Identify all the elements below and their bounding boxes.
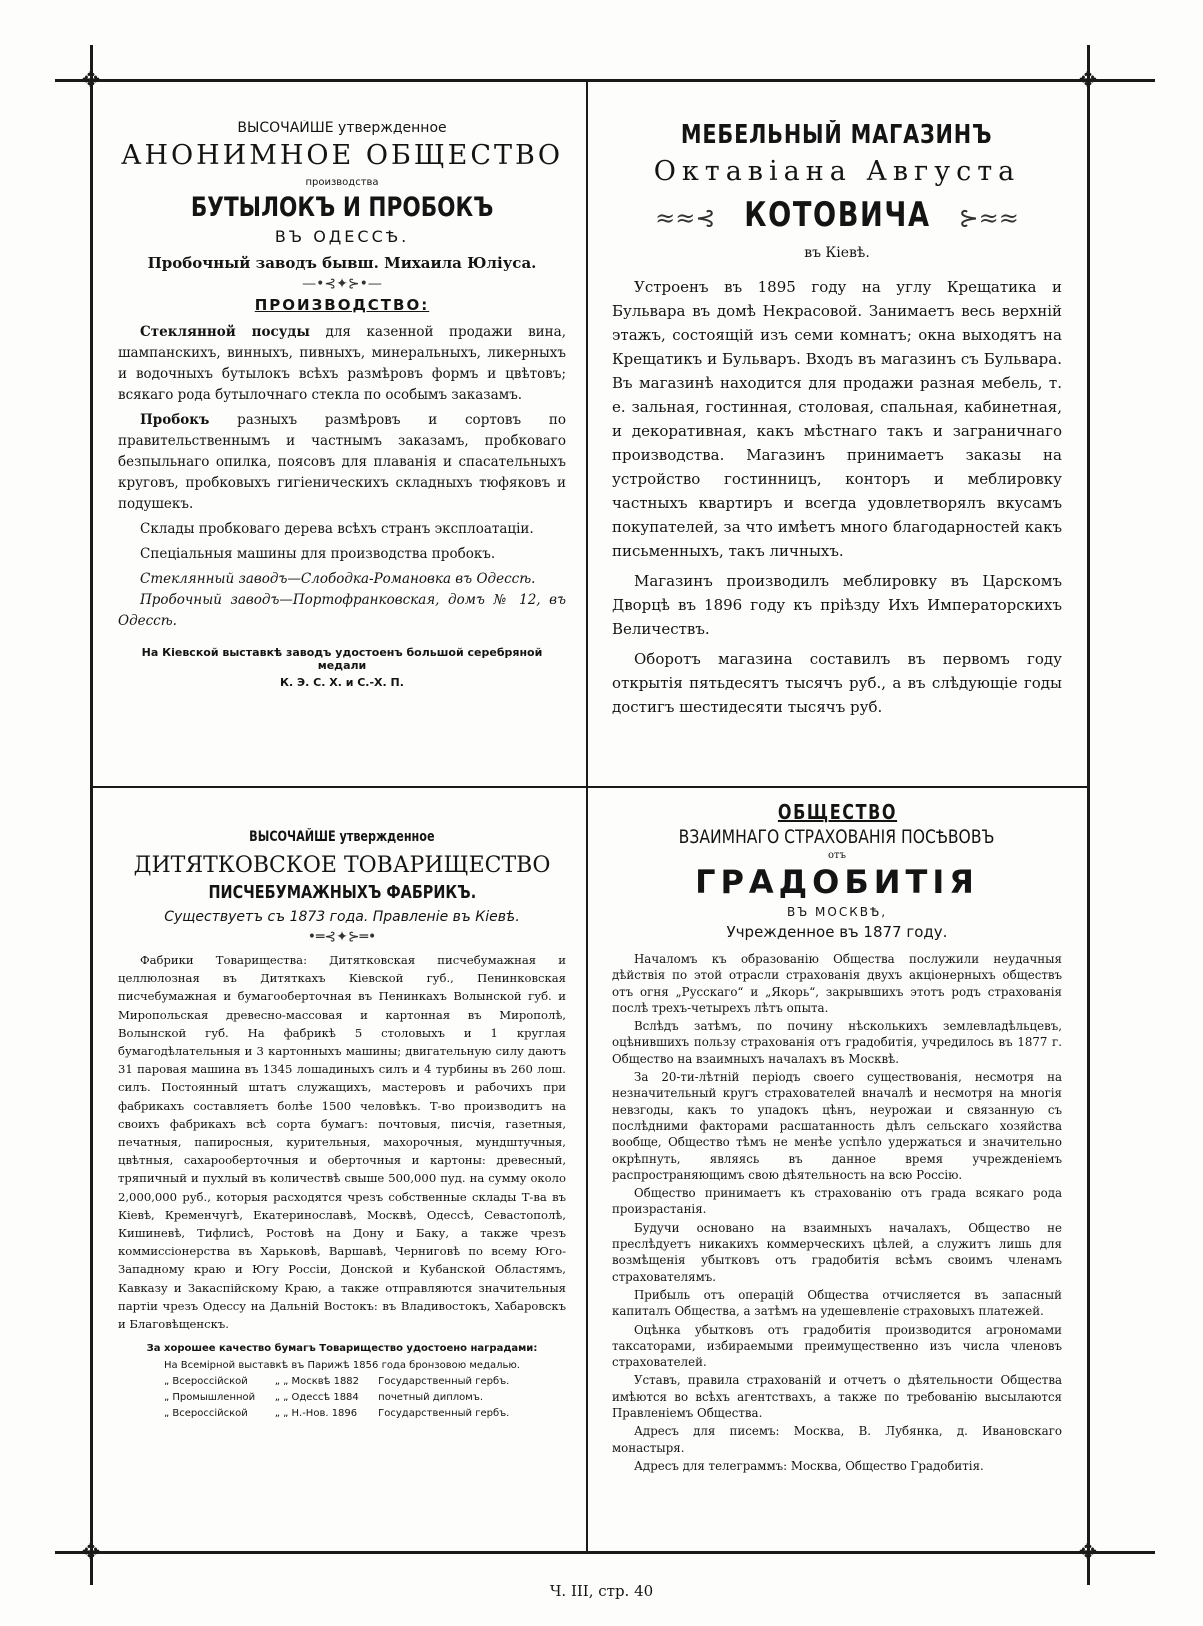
city-line: ВЪ ОДЕССѢ. (274, 227, 410, 246)
divider-ornament-icon: —•⊰✦⊱•— (302, 276, 382, 292)
lead-word: Пробокъ (140, 412, 210, 428)
corner-ornament-icon: ✥ (81, 1540, 101, 1565)
panel-bottles-corks-ad (118, 120, 566, 780)
paragraph: Общество принимаетъ къ страхованію отъ града всякаго рода произрастанія. (612, 1186, 1062, 1217)
table-row (158, 1390, 526, 1406)
paragraph: За 20-ти-лѣтній періодъ своего существованія, несмотря на незначительный кругъ страхователей вначалѣ и несмотря на многія невзгоды, какъ то упадокъ цѣнъ, неурожаи и связанную съ послѣдними факторами расшатанность дѣлъ сельскаго хозяйства вообще, Общество тѣмъ не менѣе успѣло удержаться и значительно окрѣпнуть, являясь въ данное время учрежденіемъ распространяющимъ свою дѣятельность на всю Россію. (612, 1070, 1062, 1182)
section-title: ПРОИЗВОДСТВО: (254, 296, 430, 314)
award-line: К. Э. С. Х. и С.-Х. П. (280, 676, 404, 689)
paragraph-text: для казенной продажи вина, шампанскихъ, винныхъ, пивныхъ, минеральныхъ, ликерныхъ и водочныхъ бутылокъ всѣхъ размѣровъ формъ и цвѣтовъ; всякаго рода бутылочнаго стекла по особымъ заказамъ. (118, 324, 566, 403)
table-cell: Государственный гербъ. (378, 1376, 510, 1388)
paragraph: Устроенъ въ 1895 году на углу Крещатика и Бульвара въ домѣ Некрасовой. Занимаетъ весь верхній этажъ, состоящій изъ семи комнатъ; окна выходятъ на Крещатикъ и Бульваръ. Входъ въ магазинъ съ Бульвара. Въ магазинѣ находится для продажи разная мебель, т. е. зальная, гостинная, столовая, спальная, кабинетная, и декоративная, какъ мѣстнаго такъ и заграничнаго производства. Магазинъ принимаетъ заказы на устройство гостинницъ, конторъ и меблировку частныхъ квартиръ и всегда удовлетворялъ вкусамъ покупателей, за что имѣетъ много благодарностей какъ письменныхъ, такъ личныхъ. (612, 278, 1062, 560)
cork-factory-address: Пробочный заводъ—Портофранковская, домъ № 12, въ Одессѣ. (118, 592, 566, 629)
table-cell: „ Всероссійской (163, 1376, 248, 1388)
table-cell: „ Промышленной (163, 1392, 256, 1404)
paragraph (118, 322, 566, 406)
owner-surname: КОТОВИЧА (743, 195, 931, 235)
frame-center-vertical-divider (586, 82, 588, 1551)
former-factory-line: Пробочный заводъ бывш. Михаила Юліуса. (147, 254, 537, 272)
table-cell: Государственный гербъ. (378, 1408, 510, 1420)
table-cell: почетный дипломъ. (378, 1392, 484, 1404)
frame-center-horizontal-divider (93, 786, 1087, 788)
company-title: ДИТЯТКОВСКОЕ ТОВАРИЩЕСТВО (133, 853, 551, 878)
city-line: въ Кіевѣ. (804, 245, 870, 261)
paragraph-text: разныхъ размѣровъ и сортовъ по правительственнымъ и частнымъ заказамъ, пробковаго безпыльнаго опилка, поясовъ для плаванія и спасательныхъ круговъ, пробковыхъ гигіеническихъ складныхъ тюфяковъ и подушекъ. (118, 412, 566, 512)
product-title: БУТЫЛОКЪ И ПРОБОКЪ (190, 192, 494, 223)
page-reference: Ч. III, стр. 40 (549, 1582, 654, 1600)
table-row (158, 1406, 526, 1422)
from-label: отъ (828, 850, 846, 861)
table-cell: „ „ Одессѣ 1884 (274, 1392, 359, 1404)
paragraph (118, 410, 566, 515)
panel-furniture-store-ad (612, 120, 1062, 780)
awards-title: За хорошее качество бумагъ Товарищество удостоено наградами: (146, 1343, 538, 1355)
society-title-3: ГРАДОБИТІЯ (695, 863, 979, 901)
paragraph: Прибыль отъ операцій Общества отчисляется въ запасный капиталъ Общества, а затѣмъ на удешевленіе страховыхъ платежей. (612, 1287, 1062, 1319)
corner-ornament-icon: ✥ (1078, 68, 1098, 93)
divider-ornament-icon: •═⊰✦⊱═• (307, 929, 377, 945)
paragraph: Будучи основано на взаимныхъ началахъ, Общество не преслѣдуетъ никакихъ коммерческихъ цѣлей, а служитъ лишь для возмѣщенія убытковъ отъ градобитія всѣмъ своимъ членамъ страхователямъ. (612, 1220, 1062, 1284)
table-cell: „ Всероссійской (163, 1408, 248, 1420)
founded-line: Существуетъ съ 1873 года. Правленіе въ Кіевѣ. (164, 909, 520, 925)
paragraph: Вслѣдъ затѣмъ, по почину нѣсколькихъ землевладѣльцевъ, оцѣнившихъ пользу страхованія отъ градобитія, учредилось въ 1877 г. Общество на взаимныхъ началахъ въ Москвѣ. (612, 1019, 1062, 1066)
paragraph: Фабрики Товарищества: Дитятковская писчебумажная и целлюлозная въ Дитяткахъ Кіевской губ., Пенинковская писчебумажная и бумагооберточная въ Пенинкахъ Волынской губ. и Миропольская древесно-массовая и картонная въ Мирополѣ, Волынской губ. На фабрикѣ 5 столовыхъ и 1 круглая бумагодѣлательныя и 3 картонныхъ машины; двигательную силу даютъ 31 паровая машина въ 1345 лошадиныхъ силъ и 4 турбины въ 260 лош. силъ. Постоянный штатъ служащихъ, мастеровъ и рабочихъ при фабрикахъ составляетъ болѣе 1500 человѣкъ. Т-во производитъ на своихъ фабрикахъ всѣ сорта бумагъ: почтовыя, писчія, газетныя, печатныя, папиросныя, курительныя, махорочныя, мундштучныя, цвѣтныя, сахарооберточныя и оберточныя и картоны: древесный, тряпичный и пухлый въ количествѣ свыше 500,000 пуд. на сумму около 2,000,000 руб., которыя расходятся чрезъ собственные склады Т-ва въ Кіевѣ, Кременчугѣ, Екатеринославѣ, Москвѣ, Одессѣ, Севастополѣ, Кишиневѣ, Тифлисѣ, Ростовѣ на Дону и Баку, а также чрезъ коммиссіонерства въ Харьковѣ, Варшавѣ, Черниговѣ по всему Юго-Западному краю и Югу Россіи, Донской и Кубанской Областямъ, Кавказу и Закаспійскому Краю, а также отправляются значительныя партіи чрезъ Одессу на Дальній Востокъ: въ Владивостокъ, Хабаровскъ и Благовѣщенскъ. (118, 953, 566, 1332)
society-title-2: ВЗАИМНАГО СТРАХОВАНІЯ ПОСѢВОВЪ (679, 826, 995, 848)
table-row (158, 1374, 526, 1390)
company-title: АНОНИМНОЕ ОБЩЕСТВО (121, 140, 563, 171)
glass-factory-address: Стеклянный заводъ—Слободка-Романовка въ Одессѣ. (140, 571, 536, 587)
paragraph: Адресъ для телеграммъ: Москва, Общество Градобитія. (634, 1458, 984, 1473)
paragraph: Уставъ, правила страхованій и отчетъ о дѣятельности Общества имѣются во всѣхъ агентствахъ, а также по требованію высылаются Правленіемъ Общества. (612, 1373, 1062, 1421)
flourish-right-icon: ⊱≈≈ (958, 204, 1019, 232)
table-row (158, 1358, 526, 1374)
table-cell: „ „ Москвѣ 1882 (274, 1376, 360, 1388)
paragraph: Магазинъ производилъ меблировку въ Царскомъ Дворцѣ въ 1896 году къ пріѣзду Ихъ Императорскихъ Величествъ. (612, 572, 1062, 638)
founded-line: Учрежденное въ 1877 году. (726, 923, 948, 941)
frame-left-border (90, 45, 93, 1585)
paragraph: Адресъ для писемъ: Москва, В. Лубянка, д. Ивановскаго монастыря. (612, 1424, 1062, 1455)
paragraph: Спеціальныя машины для производства пробокъ. (140, 546, 496, 562)
frame-right-border (1087, 45, 1090, 1585)
lead-word: Стеклянной посуды (140, 324, 310, 340)
company-subtitle: ПИСЧЕБУМАЖНЫХЪ ФАБРИКЪ. (208, 882, 476, 903)
paragraph: Склады пробковаго дерева всѣхъ странъ эксплоатаціи. (140, 521, 534, 537)
corner-ornament-icon: ✥ (1078, 1540, 1098, 1565)
paragraph: Оцѣнка убытковъ отъ градобитія производится агрономами таксаторами, избираемыми преимущественно изъ числа членовъ страхователей. (612, 1322, 1062, 1370)
awards-table (158, 1358, 526, 1422)
production-of-label: производства (305, 177, 379, 188)
society-title-1: ОБЩЕСТВО (777, 800, 897, 824)
panel-hail-insurance-ad (612, 800, 1062, 1545)
paragraph: Началомъ къ образованію Общества послужили неудачныя дѣйствія по этой отрасли страхованія двухъ акціонерныхъ обществъ отъ огня „Русскаго“ и „Якорь“, закрывшихъ этотъ родъ страхованія послѣ трехъ-четырехъ лѣтъ опыта. (612, 952, 1062, 1015)
city-line: ВЪ МОСКВѢ, (786, 905, 888, 919)
frame-bottom-border (55, 1551, 1155, 1554)
approved-line: ВЫСОЧАЙШЕ утвержденное (237, 120, 447, 136)
award-line: На Кіевской выставкѣ заводъ удостоенъ большой серебряной медали (141, 646, 543, 672)
panel-paper-factories-ad (118, 826, 566, 1544)
owner-name: Октавіана Августа (653, 156, 1021, 187)
flourish-left-icon: ≈≈⊰ (655, 204, 716, 232)
corner-ornament-icon: ✥ (81, 68, 101, 93)
table-cell: „ „ Н.-Нов. 1896 (274, 1408, 358, 1420)
approved-line: ВЫСОЧАЙШЕ утвержденное (249, 829, 435, 845)
frame-top-border (55, 79, 1155, 82)
paragraph: Оборотъ магазина составилъ въ первомъ году открытія пятьдесятъ тысячъ руб., а въ слѣдующіе годы достигъ шестидесяти тысячъ руб. (612, 650, 1062, 716)
table-cell: На Всемірной выставкѣ въ Парижѣ 1856 года бронзовою медалью. (163, 1360, 520, 1372)
store-title: МЕБЕЛЬНЫЙ МАГАЗИНЪ (681, 120, 993, 150)
